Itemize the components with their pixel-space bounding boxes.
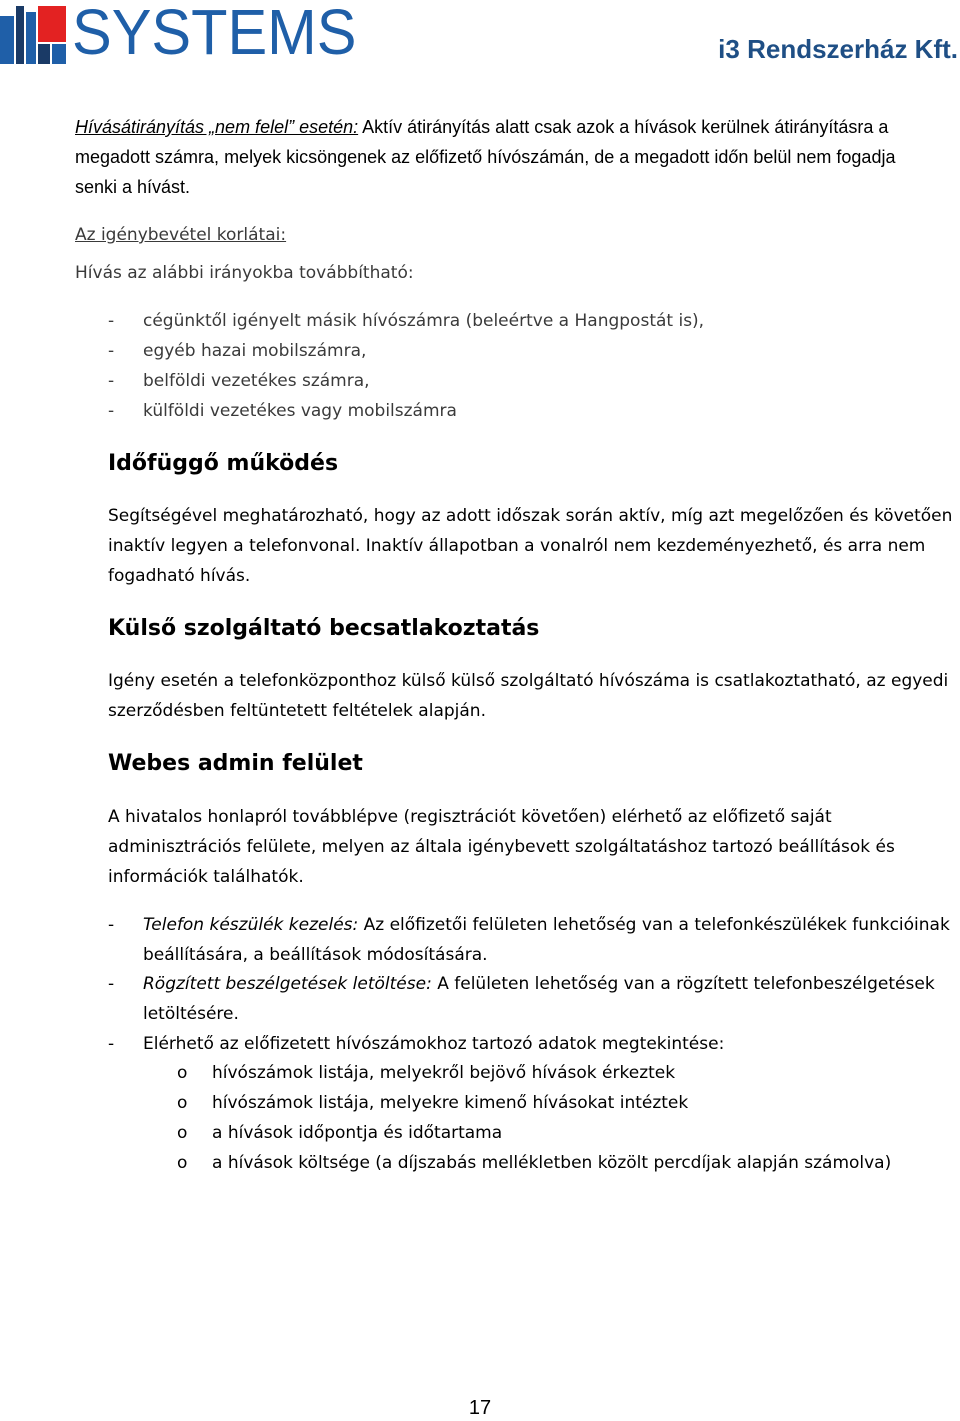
intro-title: Hívásátirányítás „nem felel” esetén: xyxy=(75,117,359,137)
list-marker: - xyxy=(108,401,115,421)
limits-lead: Hívás az alábbi irányokba továbbítható: xyxy=(75,263,414,283)
feature-title: Rögzített beszélgetések letöltése: xyxy=(143,974,432,994)
section-title-external: Külső szolgáltató becsatlakoztatás xyxy=(108,616,540,641)
list-item: külföldi vezetékes vagy mobilszámra xyxy=(143,401,457,421)
intro-line2: megadott számra, melyek kicsöngenek az előfizető hívószámán, de a megadott időn belül nem fogadja xyxy=(75,147,896,167)
feature-text: Az előfizetői felületen lehetőség van a telefonkészülékek funkcióinak xyxy=(358,915,950,935)
limits-heading: Az igénybevétel korlátai: xyxy=(75,225,287,245)
list-item: Elérhető az előfizetett hívószámokhoz tartozó adatok megtekintése: xyxy=(143,1034,725,1054)
paragraph-line: adminisztrációs felülete, melyen az általa igénybevett szolgáltatáshoz tartozó beállítások és xyxy=(108,837,895,857)
list-marker: - xyxy=(108,371,115,391)
list-item: belföldi vezetékes számra, xyxy=(143,371,370,391)
section-body-web xyxy=(108,802,958,892)
paragraph-line: Igény esetén a telefonközponthoz külső külső szolgáltató hívószáma is csatlakoztatható, az egyedi xyxy=(108,671,949,691)
paragraph-line: információk találhatók. xyxy=(108,867,304,887)
sublist-item: a hívások időpontja és időtartama xyxy=(212,1123,503,1143)
feature-text-cont: beállítására, a beállítások módosítására. xyxy=(143,945,488,965)
list-marker: - xyxy=(108,341,115,361)
list-item xyxy=(143,910,950,940)
list-marker: - xyxy=(108,974,115,994)
company-logo-icon xyxy=(0,6,68,64)
paragraph-line: A hivatalos honlapról továbblépve (regisztrációt követően) elérhető az előfizető saját xyxy=(108,807,832,827)
list-item: egyéb hazai mobilszámra, xyxy=(143,341,367,361)
page-number: 17 xyxy=(468,1397,492,1419)
feature-text: A felületen lehetőség van a rögzített telefonbeszélgetések xyxy=(431,974,935,994)
section-title-web: Webes admin felület xyxy=(108,751,363,776)
list-marker: - xyxy=(108,311,115,331)
paragraph-line: Segítségével meghatározható, hogy az adott időszak során aktív, míg azt megelőzően és követően xyxy=(108,506,953,526)
intro-line3: senki a hívást. xyxy=(75,177,191,197)
limits-list xyxy=(0,306,960,426)
paragraph-line: inaktív legyen a telefonvonal. Inaktív állapotban a vonalról nem kezdeményezhető, és arra nem xyxy=(108,536,926,556)
sublist-item: a hívások költsége (a díjszabás mellékletben közölt percdíjak alapján számolva) xyxy=(212,1153,892,1173)
list-marker: - xyxy=(108,1034,115,1054)
list-marker: - xyxy=(108,915,115,935)
web-features-list xyxy=(0,910,960,1180)
paragraph-line: fogadható hívás. xyxy=(108,566,251,586)
sublist-item: hívószámok listája, melyekre kimenő hívásokat intéztek xyxy=(212,1093,689,1113)
sublist-marker: o xyxy=(177,1063,188,1083)
list-item xyxy=(143,969,935,999)
paragraph-line: szerződésben feltüntetett feltételek alapján. xyxy=(108,701,486,721)
sublist-marker: o xyxy=(177,1093,188,1113)
intro-line1: Aktív átirányítás alatt csak azok a hívások kerülnek átirányításra a xyxy=(358,117,889,137)
sublist-item: hívószámok listája, melyekről bejövő hívások érkeztek xyxy=(212,1063,676,1083)
section-body-external xyxy=(108,666,958,726)
company-name: i3 Rendszerház Kft. xyxy=(718,34,958,64)
feature-title: Telefon készülék kezelés: xyxy=(143,915,359,935)
list-item: cégünktől igényelt másik hívószámra (beleértve a Hangpostát is), xyxy=(143,311,705,331)
section-title-timed: Időfüggő működés xyxy=(108,451,339,476)
feature-text-cont: letöltésére. xyxy=(143,1004,239,1024)
sublist-marker: o xyxy=(177,1153,188,1173)
logo-wordmark: SYSTEMS xyxy=(72,0,357,68)
section-body-timed xyxy=(108,501,958,591)
sublist-marker: o xyxy=(177,1123,188,1143)
